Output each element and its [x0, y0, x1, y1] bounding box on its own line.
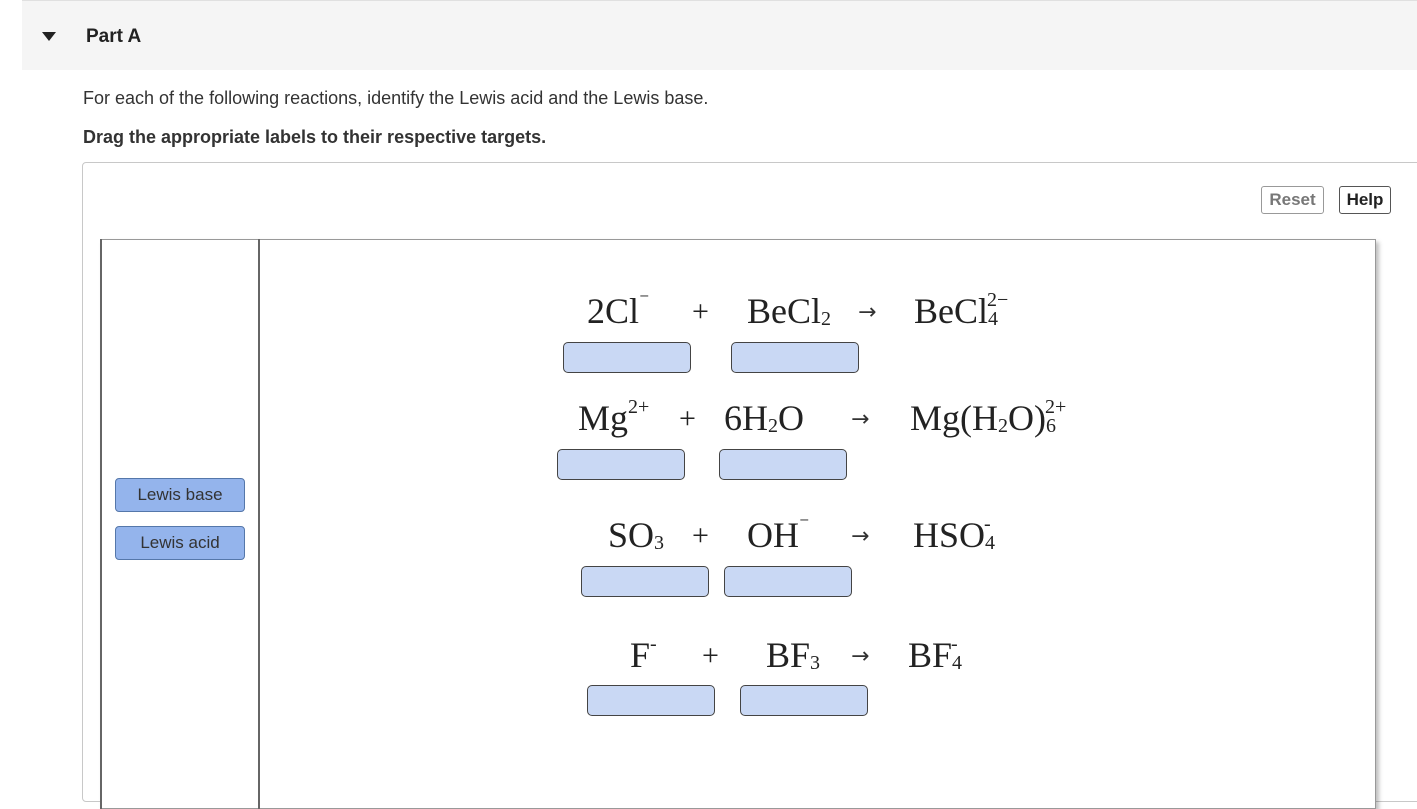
reaction-1-product: BeCl$_4^{2-}$ — [914, 289, 1009, 331]
reaction-4-target-1[interactable] — [587, 685, 715, 716]
reaction-2-target-2[interactable] — [719, 449, 847, 480]
reaction-4-target-2[interactable] — [740, 685, 868, 716]
reaction-3-reactant-1: $SO_3$ — [608, 515, 665, 555]
part-header[interactable] — [22, 0, 1417, 70]
reaction-3-product: $HSO_4^-$ — [913, 513, 996, 555]
reaction-4-arrow: → — [851, 644, 870, 669]
reaction-3-target-1[interactable] — [581, 566, 709, 597]
reaction-4-reactant-1: F- — [630, 633, 657, 675]
reaction-3-reactant-2: OH⁻ — [747, 513, 810, 555]
reaction-2-target-1[interactable] — [557, 449, 685, 480]
reaction-2-reactant-1: $Mg^{2+}$ — [578, 396, 650, 438]
reaction-1-reactant-1: 2Cl⁻ — [587, 289, 650, 331]
drag-instruction: Drag the appropriate labels to their respective targets. — [83, 127, 547, 147]
reaction-1-target-2[interactable] — [731, 342, 859, 373]
label-lewis-base[interactable]: Lewis base — [115, 478, 245, 512]
reaction-4-product: $BF_4^-$ — [908, 633, 963, 675]
help-button[interactable]: Help — [1339, 186, 1391, 214]
reaction-1-reactant-2: BeCl$_2$ — [747, 291, 832, 331]
reaction-1-arrow: → — [858, 300, 877, 325]
instruction-text: For each of the following reactions, identify the Lewis acid and the Lewis base. — [83, 88, 709, 108]
collapse-toggle-icon[interactable] — [42, 32, 56, 41]
reaction-4-plus: + — [702, 639, 719, 672]
label-lewis-acid[interactable]: Lewis acid — [115, 526, 245, 560]
reaction-2-product: $Mg(H_2O)_6^{2+}$ — [910, 396, 1067, 438]
reaction-3-plus: + — [692, 519, 709, 552]
reaction-4-reactant-2: $BF_3$ — [766, 635, 821, 675]
drag-drop-workspace — [100, 239, 1376, 809]
reaction-3-arrow: → — [851, 524, 870, 549]
reaction-2-reactant-2: $6H_2O$ — [724, 398, 804, 438]
reaction-2-arrow: → — [851, 407, 870, 432]
reaction-1-plus: + — [692, 295, 709, 328]
reaction-1-target-1[interactable] — [563, 342, 691, 373]
reaction-2-plus: + — [679, 402, 696, 435]
part-title: Part A — [86, 26, 142, 47]
label-palette — [100, 239, 260, 809]
reaction-3-target-2[interactable] — [724, 566, 852, 597]
reset-button[interactable]: Reset — [1261, 186, 1324, 214]
